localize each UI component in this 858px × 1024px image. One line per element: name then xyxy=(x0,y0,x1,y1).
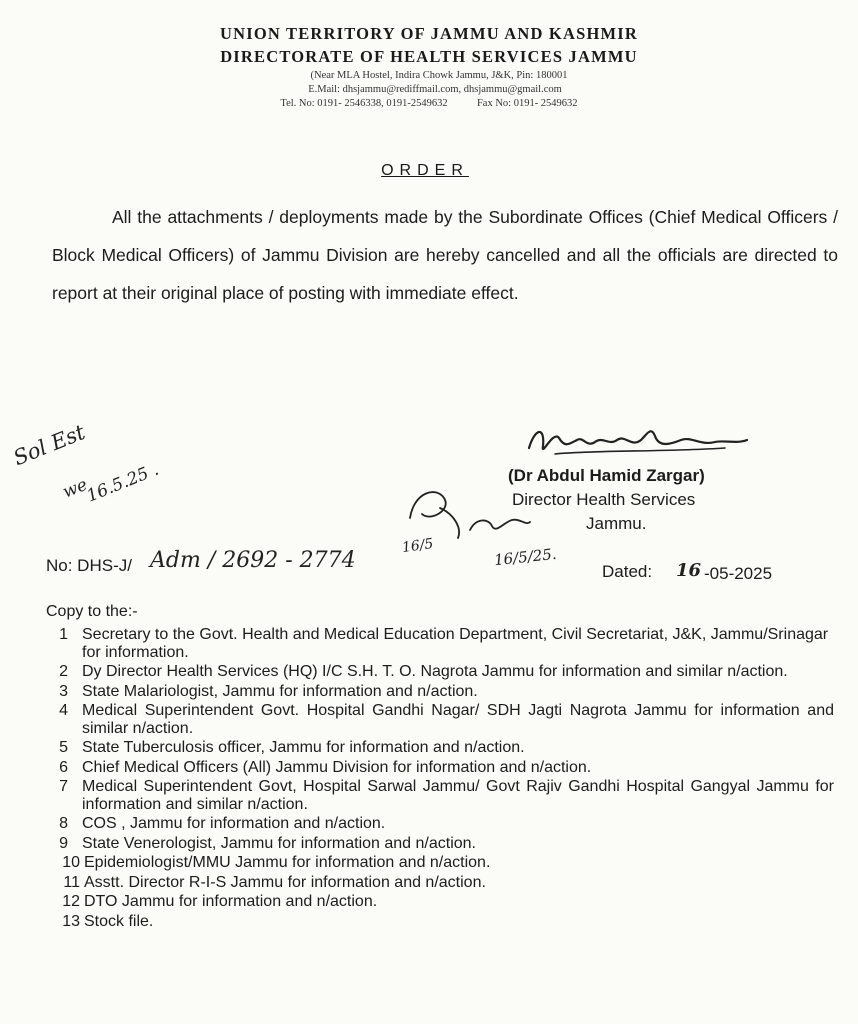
dated-day-handwritten: 16 xyxy=(676,560,702,581)
list-item: 10 Epidemiologist/MMU Jammu for information and n/action. xyxy=(62,854,491,871)
signatory-location: Jammu. xyxy=(586,514,647,533)
header-phone: Tel. No: 0191- 2546338, 0191-2549632 xyxy=(280,98,448,109)
margin-initial-handwritten: we xyxy=(60,474,91,503)
list-item: 12 DTO Jammu for information and n/action. xyxy=(62,893,378,910)
order-title: ORDER xyxy=(381,162,469,179)
header-fax: Fax No: 0191- 2549632 xyxy=(476,98,578,109)
signatory-designation: Director Health Services xyxy=(512,490,696,509)
copy-list xyxy=(44,626,834,932)
list-item: 13 Stock file. xyxy=(62,912,154,930)
initial-date-1-handwritten: 16/5 xyxy=(401,535,435,557)
initial-date-2-handwritten: 16/5/25. xyxy=(493,544,558,570)
list-item: 5 State Tuberculosis officer, Jammu for information and n/action. xyxy=(59,739,525,756)
header-phone-fax xyxy=(0,98,858,110)
list-item: 6 Chief Medical Officers (All) Jammu Division for information and n/action. xyxy=(59,758,592,776)
list-item: 4 Medical Superintendent Govt. Hospital Gandhi Nagar/ SDH Jagti Nagrota Jammu for information and similar n/action. xyxy=(59,702,834,737)
header-email: E.Mail: dhsjammu@rediffmail.com, dhsjammu@gmail.com xyxy=(308,84,562,95)
list-item: 8 COS , Jammu for information and n/action. xyxy=(59,815,386,832)
list-item: 7 Medical Superintendent Govt, Hospital Sarwal Jammu/ Govt Rajiv Gandhi Hospital Gangyal Jammu for information and similar n/action. xyxy=(59,778,834,813)
list-item: 11 Asstt. Director R-I-S Jammu for information and n/action. xyxy=(63,873,486,891)
header-directorate-title: DIRECTORATE OF HEALTH SERVICES JAMMU xyxy=(220,47,638,66)
list-item: 3 State Malariologist, Jammu for information and n/action. xyxy=(59,682,478,700)
order-body: All the attachments / deployments made by the Subordinate Offices (Chief Medical Officers / Block Medical Officers) of Jammu Division are hereby cancelled and all the officials are directed to report at their original place of posting with immediate effect. xyxy=(52,207,838,303)
dated-label: Dated: xyxy=(602,562,653,581)
copy-heading: Copy to the:- xyxy=(46,603,138,620)
margin-note-handwritten: Sol Est xyxy=(10,419,89,471)
list-item: 2 Dy Director Health Services (HQ) I/C S.H. T. O. Nagrota Jammu for information and similar n/action. xyxy=(59,663,788,680)
signatory-name: (Dr Abdul Hamid Zargar) xyxy=(508,466,705,485)
reference-number-handwritten: Adm / 2692 - 2774 xyxy=(150,548,356,573)
header-address: (Near MLA Hostel, Indira Chowk Jammu, J&K, Pin: 180001 xyxy=(310,70,568,81)
list-item: 9 State Venerologist, Jammu for information and n/action. xyxy=(59,834,476,852)
dated-suffix: -05-2025 xyxy=(704,564,773,583)
reference-number-label: No: DHS-J/ xyxy=(46,556,132,575)
header-ut-title: UNION TERRITORY OF JAMMU AND KASHMIR xyxy=(219,24,638,43)
margin-date-handwritten: 16.5.25 . xyxy=(84,459,162,507)
list-item: 1 Secretary to the Govt. Health and Medical Education Department, Civil Secretariat, J&K, Jammu/Srinagar for information. xyxy=(59,626,829,661)
director-signature xyxy=(525,418,765,468)
